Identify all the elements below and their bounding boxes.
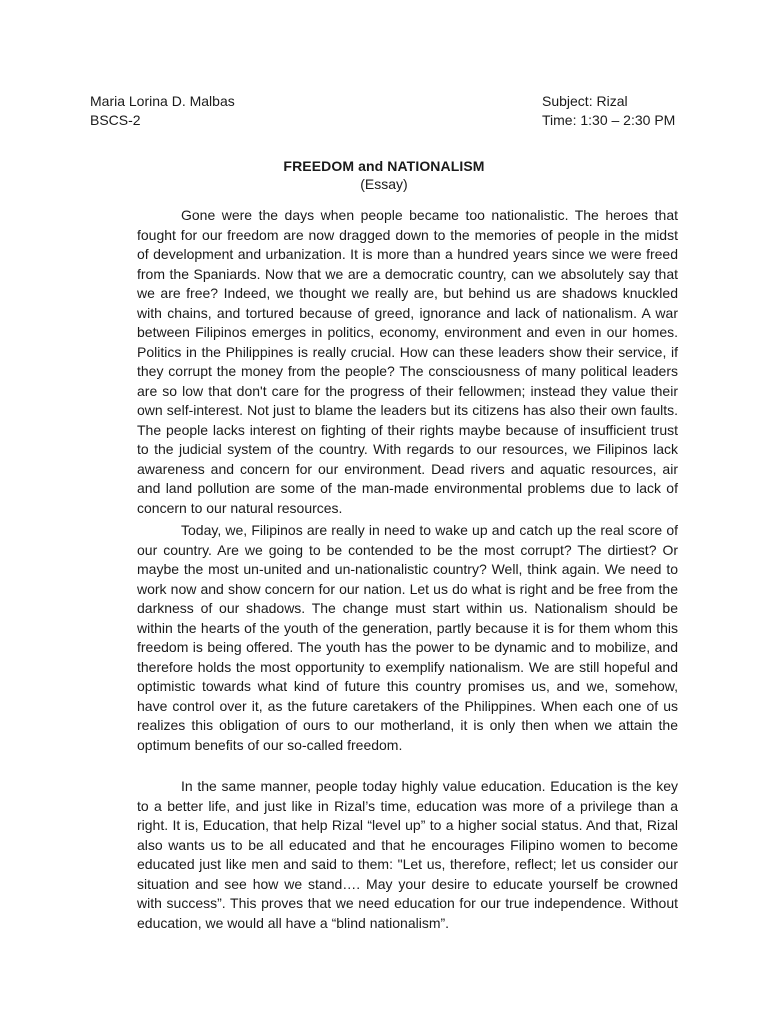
paragraph-2: Today, we, Filipinos are really in need to wake up and catch up the real score of our country. Are we going to be contended to be the most corrupt? The dirtiest? Or maybe the most un-united and un-nationalistic country? Well, think again. We need to work now and show concern for our nation. Let us do what is right and be free from the darkness of our shadows. The change must start within us. Nationalism should be within the hearts of the youth of the generation, partly because it is for them whom this freedom is being offered. The youth has the power to be dynamic and to mobilize, and therefore holds the most opportunity to exemplify nationalism. We are still hopeful and optimistic towards what kind of future this country promises us, and we, somehow, have control over it, as the future caretakers of the Philippines. When each one of us realizes this obligation of ours to our motherland, it is only then when we attain the optimum benefits of our so-called freedom.: [137, 522, 678, 753]
essay-title: FREEDOM and NATIONALISM: [283, 158, 485, 174]
course-label: BSCS-2: [90, 112, 141, 128]
subject-label: Subject: Rizal: [542, 93, 628, 109]
essay-subtitle: (Essay): [360, 176, 408, 192]
author-name: Maria Lorina D. Malbas: [90, 93, 235, 109]
paragraph-3: In the same manner, people today highly value education. Education is the key to a better life, and just like in Rizal’s time, education was more of a privilege than a right. It is, Education, that help Rizal “level up” to a higher social status. And that, Rizal also wants us to be all educated and that he encourages Filipino women to become educated just like men and said to them: "Let us, therefore, reflect; let us consider our situation and see how we stand…. May your desire to educate yourself be crowned with success”. This proves that we need education for our true independence. Without education, we would all have a “blind nationalism”.: [137, 778, 678, 931]
time-label: Time: 1:30 – 2:30 PM: [542, 112, 676, 128]
paragraph-1: Gone were the days when people became too nationalistic. The heroes that fought for our freedom are now dragged down to the memories of people in the midst of development and urbanization. It is more than a hundred years since we were freed from the Spaniards. Now that we are a democratic country, can we absolutely say that we are free? Indeed, we thought we really are, but behind us are shadows knuckled with chains, and tortured because of greed, ignorance and lack of nationalism. A war between Filipinos emerges in politics, economy, environment and even in our homes. Politics in the Philippines is really crucial. How can these leaders show their service, if they corrupt the money from the people? The consciousness of many political leaders are so low that don't care for the progress of their fellowmen; instead they value their own self-interest. Not just to blame the leaders but its citizens has also their own faults. The people lacks interest on fighting of their rights maybe because of insufficient trust to the judicial system of the country. With regards to our resources, we Filipinos lack awareness and concern for our environment. Dead rivers and aquatic resources, air and land pollution are some of the man-made environmental problems due to lack of concern to our natural resources.: [137, 207, 678, 516]
